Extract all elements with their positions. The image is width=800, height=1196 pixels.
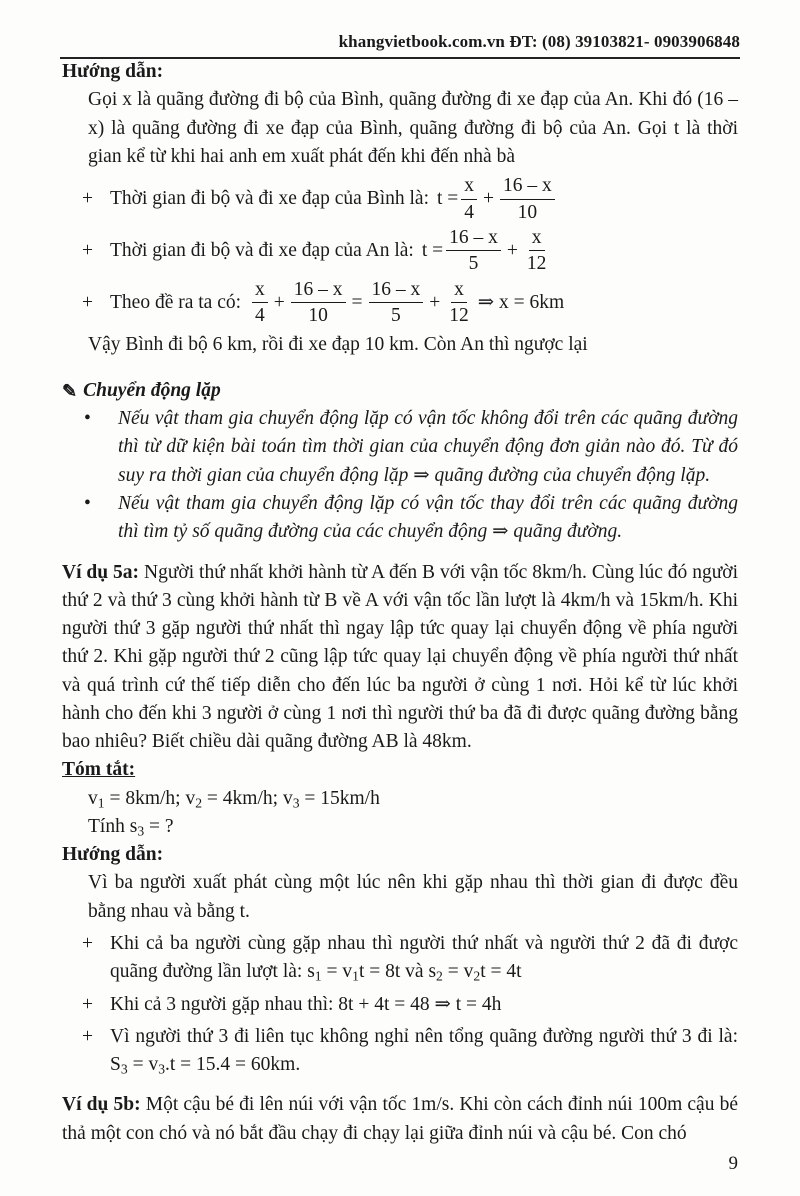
plus-marker: + [82,993,93,1015]
bullet-marker: • [84,493,91,515]
plus-marker: + [82,1025,93,1047]
item1-text: Thời gian đi bộ và đi xe đạp của Bình là: [110,187,429,209]
fraction: $\frac{x}{12}$ [526,226,547,275]
t-equals: t = [437,187,459,209]
guide1-conclusion: Vậy Bình đi bộ 6 km, rồi đi xe đạp 10 km. Còn An thì ngược lại [88,333,588,355]
guide1-item-3 [62,279,738,327]
guide1-intro: Gọi x là quãng đường đi bộ của Bình, quãng đường đi xe đạp của An. Khi đó (16 – x) là quãng đường đi xe đạp của Bình, quãng đường đi bộ của An. Gọi t là thời gian kể từ khi hai anh em xuất phát đến khi đến nhà bà [88,89,738,167]
guide2-item-1-text: Khi cả ba người cùng gặp nhau thì người thứ nhất và người thứ 2 đã đi được quãng đường lần lượt là: $s_1 = v_1t = 8t$ và $s_2 = v_2t = 4t$ [110,933,738,984]
plus-marker: + [82,239,93,261]
guide2-item-2-text: Khi cả 3 người gặp nhau thì: 8t + 4t = 48 ⇒ t = 4h [110,993,502,1015]
guide1-item-2 [62,227,738,275]
item2-text: Thời gian đi bộ và đi xe đạp của An là: [110,239,414,261]
formula-binh: t = $\frac{x}{4}$ + $\frac{16 - x}{10}$ [437,175,558,223]
guide2-item-3 [62,1023,738,1080]
pen-icon: ✎ [62,381,78,402]
result: ⇒ x = 6km [477,291,565,313]
page-content [62,58,738,1148]
plus-marker: + [82,933,93,954]
item3-text: Theo đề ra ta có: [110,291,242,313]
example-text: Một cậu bé đi lên núi với vận tốc 1m/s. Khi còn cách đỉnh núi 100m cậu bé thả một con chó và nó bắt đầu chạy đi chạy lại giữa đỉnh núi và cậu bé. Con chó [62,1094,738,1144]
guide2-item-1 [62,930,738,987]
fraction: $\frac{16 - x}{5}$ [369,279,424,327]
section-bullet-2 [62,490,738,547]
section-repeat-motion-title [62,377,738,405]
page-number: 9 [728,1153,738,1174]
formula-equation: $\frac{x}{4}$ + $\frac{16 - x}{10}$ = $\frac{16 - x}{5}$ + $\frac{x}{12}$ ⇒ x = 6km [249,279,567,327]
fraction: $\frac{16 - x}{10}$ [500,175,555,223]
bullet-marker: • [84,408,91,430]
example-5b [62,1091,738,1148]
summary-find: Tính $s_3$ = ? [88,815,174,839]
bullet-text: Nếu vật tham gia chuyển động lặp có vận tốc thay đổi trên các quãng đường thì tìm tỷ số quãng đường của các chuyển động ⇒ quãng đường. [118,493,738,543]
example-label: Ví dụ 5b: [62,1094,141,1116]
section-bullet-1 [62,405,738,490]
page-header: khangvietbook.com.vn ĐT: (08) 39103821- 0903906848 [60,30,740,59]
example-label: Ví dụ 5a: [62,561,140,583]
plus-marker: + [82,187,93,209]
example-text: Người thứ nhất khởi hành từ A đến B với vận tốc 8km/h. Cùng lúc đó người thứ 2 và thứ 3 cùng khởi hành từ B về A với vận tốc lần lượt là 4km/h và 15km/h. Khi người thứ 3 gặp người thứ nhất thì ngay lập tức quay lại chuyển động về phía người thứ 2. Khi gặp người thứ 2 cũng lập tức quay lại chuyển động về phía người thứ nhất và quá trình cứ thế tiếp diễn cho đến lúc ba người ở cùng 1 nơi. Hỏi kể từ lúc khởi hành cho đến khi 3 người ở cùng 1 nơi thì người thứ ba đã đi được quãng đường bằng bao nhiêu? Biết chiều dài quãng đường AB là 48km. [62,561,739,753]
guide2-heading: Hướng dẫn: [62,844,164,866]
fraction: $\frac{16 - x}{5}$ [446,227,501,275]
fraction: $\frac{x}{4}$ [461,175,477,223]
bullet-text: Nếu vật tham gia chuyển động lặp có vận tốc không đổi trên các quãng đường thì từ dữ kiện bài toán tìm thời gian của chuyển động đơn giản nào đó. Từ đó suy ra thời gian của chuyển động lặp ⇒ quãng đường của chuyển động lặp. [118,408,738,486]
guide2-item-2 [62,991,738,1019]
t-equals: t = [421,239,444,261]
fraction: $\frac{x}{12}$ [449,278,469,327]
summary-heading: Tóm tắt: [62,759,136,781]
fraction: $\frac{16 - x}{10}$ [291,279,346,327]
guide2-intro: Vì ba người xuất phát cùng một lúc nên khi gặp nhau thì thời gian đi được đều bằng nhau và bằng t. [88,872,738,922]
guide1-item-1 [62,175,738,223]
guide1-heading: Hướng dẫn: [62,61,164,82]
fraction: $\frac{x}{4}$ [252,279,268,327]
section-title-text: Chuyển động lặp [83,379,221,401]
example-5a [62,559,738,757]
formula-an: t = $\frac{16 - x}{5}$ + $\frac{x}{12}$ [422,227,553,275]
guide2-item-3-text: Vì người thứ 3 đi liên tục không nghỉ nên tổng quãng đường người thứ 3 đi là: $S_3 = v_3.t = 15.4 = 60km$. [110,1025,738,1077]
plus-marker: + [82,291,93,313]
summary-given: $v_1 = 8km/h$; $v_2 = 4km/h$; $v_3 = 15km/h$ [88,787,380,811]
